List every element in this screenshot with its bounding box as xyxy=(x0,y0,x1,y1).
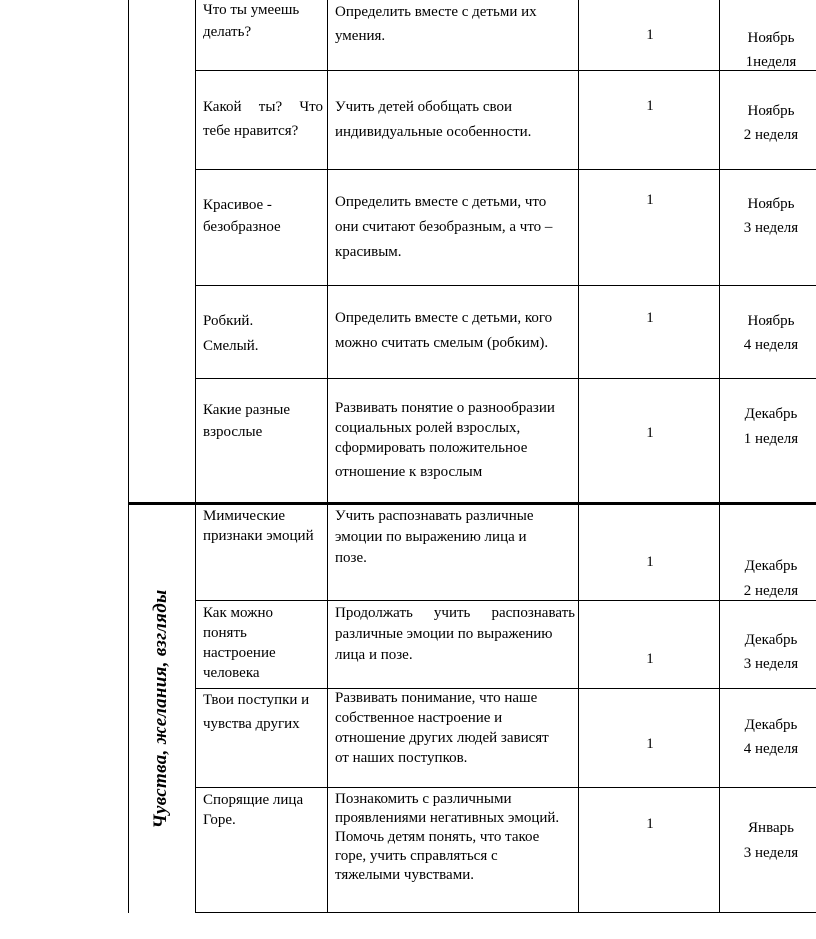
date xyxy=(722,309,816,357)
table-row-topic xyxy=(203,790,323,830)
topic-line: Горе. xyxy=(203,812,236,828)
date-week: 3 неделя xyxy=(743,845,799,861)
topic-line: понять xyxy=(203,625,247,641)
date-month: Декабрь xyxy=(744,632,798,648)
date-week: 4 неделя xyxy=(743,741,799,757)
date xyxy=(722,554,816,604)
goal-line: Развивать понимание, что наше xyxy=(335,690,538,706)
table-row-topic xyxy=(203,688,323,736)
date-week: 4 неделя xyxy=(743,337,799,353)
date-week: 3 неделя xyxy=(743,656,799,672)
date-week: 1неделя xyxy=(745,54,797,70)
goal-line: они считают безобразным, а что – xyxy=(335,219,553,235)
goal-line: от наших поступков. xyxy=(335,750,468,766)
goal-line: Определить вместе с детьми, кого xyxy=(335,310,553,326)
count: 1 xyxy=(646,816,654,832)
date xyxy=(722,402,816,452)
goal-line: различные эмоции по выражению xyxy=(335,626,553,642)
goal-line: Продолжать учить распознавать xyxy=(335,605,575,621)
date xyxy=(722,26,816,74)
topic-line: Смелый. xyxy=(203,338,259,354)
goal-line: социальных ролей взрослых, xyxy=(335,420,521,436)
table-row-goal xyxy=(335,95,575,145)
goal-line: лица и позе. xyxy=(335,647,413,663)
topic-line: тебе нравится? xyxy=(203,123,299,139)
goal-line: проявлениями негативных эмоций. xyxy=(335,810,560,826)
count: 1 xyxy=(646,192,654,208)
topic-line: Спорящие лица xyxy=(203,792,304,808)
goal-line: отношение к взрослым xyxy=(335,464,483,480)
topic-line: Какие разные xyxy=(203,402,291,418)
goal-line: Определить вместе с детьми их xyxy=(335,4,537,20)
goal-line: Помочь детям понять, что такое xyxy=(335,829,540,845)
date xyxy=(722,99,816,147)
date-month: Декабрь xyxy=(744,717,798,733)
table-row-goal xyxy=(335,506,575,569)
goal-line: красивым. xyxy=(335,244,402,260)
table-row-goal xyxy=(335,790,575,885)
goal-line: умения. xyxy=(335,28,386,44)
row-divider xyxy=(195,378,816,379)
row-divider xyxy=(195,169,816,170)
table-row-goal xyxy=(335,603,575,666)
date-week: 3 неделя xyxy=(743,220,799,236)
goal-line: отношение других людей зависят xyxy=(335,730,549,746)
goal-line: позе. xyxy=(335,550,367,566)
topic-line: Красивое - xyxy=(203,197,272,213)
date-month: Ноябрь xyxy=(747,196,795,212)
count: 1 xyxy=(646,425,654,441)
date-month: Ноябрь xyxy=(747,103,795,119)
topic-line: Твои поступки и xyxy=(203,692,310,708)
table-row-topic xyxy=(203,0,323,43)
date-week: 2 неделя xyxy=(743,127,799,143)
table-row-topic xyxy=(203,603,323,683)
date xyxy=(722,192,816,240)
date-week: 1 неделя xyxy=(743,431,799,447)
section-label: Чувства, желания, взгляды xyxy=(150,589,171,829)
goal-line: Учить детей обобщать свои xyxy=(335,99,513,115)
table-divider xyxy=(327,0,328,913)
date xyxy=(722,628,816,676)
goal-line: эмоции по выражению лица и xyxy=(335,529,527,545)
table-border-bottom xyxy=(195,912,816,913)
topic-line: настроение xyxy=(203,645,276,661)
count: 1 xyxy=(646,736,654,752)
date-month: Декабрь xyxy=(744,406,798,422)
date-month: Ноябрь xyxy=(747,313,795,329)
count: 1 xyxy=(646,27,654,43)
topic-line: чувства других xyxy=(203,716,300,732)
goal-line: индивидуальные особенности. xyxy=(335,124,532,140)
table-divider xyxy=(578,0,579,913)
date-week: 2 неделя xyxy=(743,583,799,599)
count: 1 xyxy=(646,310,654,326)
table-divider xyxy=(719,0,720,913)
table-row-goal xyxy=(335,398,575,482)
topic-line: признаки эмоций xyxy=(203,528,314,544)
topic-line: взрослые xyxy=(203,424,263,440)
goal-line: Учить распознавать различные xyxy=(335,508,534,524)
table-row-topic xyxy=(203,309,323,359)
table-row-goal xyxy=(335,0,575,48)
table-row-goal xyxy=(335,306,575,356)
count: 1 xyxy=(646,554,654,570)
goal-line: тяжелыми чувствами. xyxy=(335,867,474,883)
table-row-goal xyxy=(335,688,575,768)
count: 1 xyxy=(646,98,654,114)
table-row-topic xyxy=(203,399,323,443)
date xyxy=(722,713,816,761)
goal-line: Определить вместе с детьми, что xyxy=(335,194,547,210)
date-month: Ноябрь xyxy=(747,30,795,46)
row-divider xyxy=(195,285,816,286)
table-divider xyxy=(195,0,196,913)
goal-line: Познакомить с различными xyxy=(335,791,512,807)
table-row-topic xyxy=(203,506,323,546)
goal-line: сформировать положительное xyxy=(335,440,528,456)
topic-line: делать? xyxy=(203,24,252,40)
topic-line: Как можно xyxy=(203,605,274,621)
topic-line: человека xyxy=(203,665,260,681)
table-row-goal xyxy=(335,190,575,265)
section-label-cell xyxy=(128,505,194,913)
goal-line: горе, учить справляться с xyxy=(335,848,498,864)
count: 1 xyxy=(646,651,654,667)
topic-line: Какой ты? Что xyxy=(203,99,323,115)
topic-line: Мимические xyxy=(203,508,286,524)
goal-line: собственное настроение и xyxy=(335,710,503,726)
topic-line: Робкий. xyxy=(203,313,254,329)
table-row-topic xyxy=(203,95,323,143)
topic-line: безобразное xyxy=(203,219,281,235)
date-month: Декабрь xyxy=(744,558,798,574)
topic-line: Что ты умеешь xyxy=(203,2,300,18)
section-divider xyxy=(128,502,816,505)
goal-line: можно считать смелым (робким). xyxy=(335,335,549,351)
date xyxy=(722,816,816,866)
goal-line: Развивать понятие о разнообразии xyxy=(335,400,555,416)
row-divider xyxy=(195,787,816,788)
table-row-topic xyxy=(203,194,323,238)
date-month: Январь xyxy=(748,820,794,836)
